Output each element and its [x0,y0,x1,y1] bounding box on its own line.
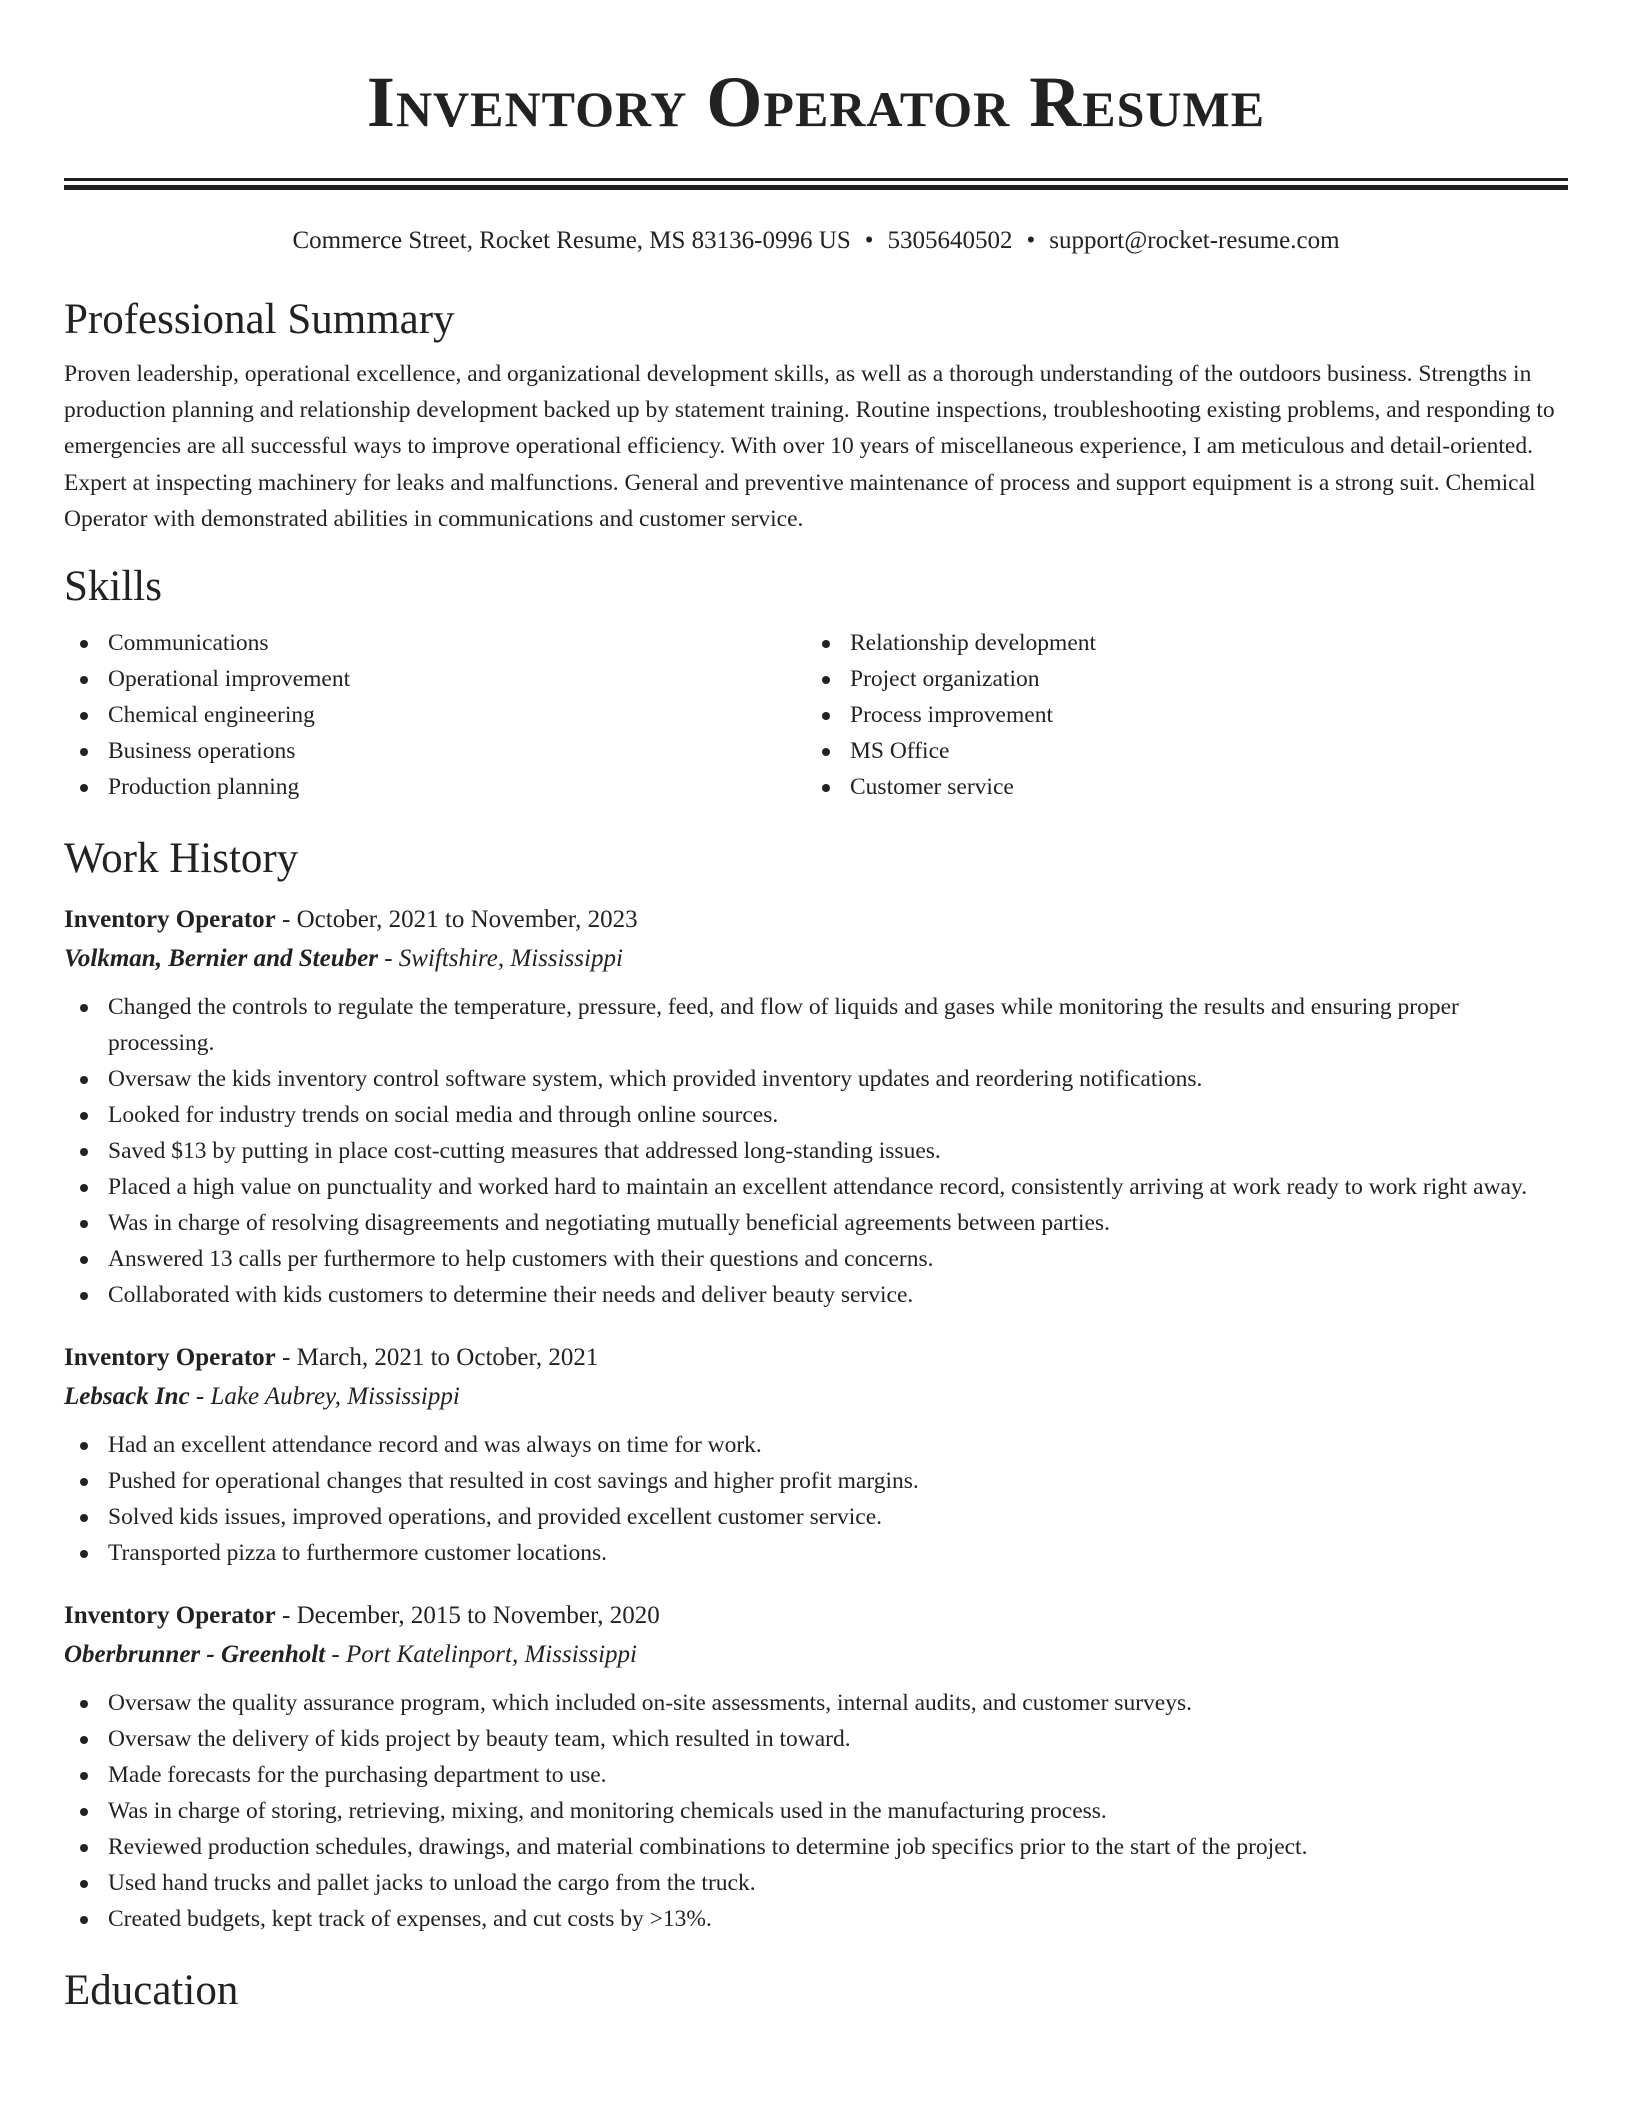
company-location: - Lake Aubrey, Mississippi [189,1383,460,1411]
job-entry [64,1339,1568,1571]
job-bullet: Placed a high value on punctuality and worked hard to maintain an excellent attendance record, consistently arriving at work ready to work right away. [64,1169,1568,1205]
skills-column-right [806,625,1548,805]
job-bullet: Made forecasts for the purchasing department to use. [64,1757,1568,1793]
summary-text: Proven leadership, operational excellence, and organizational development skills, as well as a thorough understanding of the outdoors business. Strengths in production planning and relationship development backed up by statement training. Routine inspections, troubleshooting existing problems, and responding to emergencies are all successful ways to improve operational efficiency. With over 10 years of miscellaneous experience, I am meticulous and detail-oriented. Expert at inspecting machinery for leaks and malfunctions. General and preventive maintenance of process and support equipment is a strong suit. Chemical Operator with demonstrated abilities in communications and customer service. [64,361,1555,532]
title-divider [64,178,1568,190]
company-location: - Swiftshire, Mississippi [377,945,623,973]
job-bullet: Had an excellent attendance record and was always on time for work. [64,1427,1568,1463]
job-bullet: Reviewed production schedules, drawings, and material combinations to determine job specifics prior to the start of the project. [64,1829,1568,1865]
skill-item: Relationship development [806,625,1548,661]
company-line [64,1635,1568,1675]
company-line [64,1377,1568,1417]
job-bullet: Oversaw the quality assurance program, which included on-site assessments, internal audits, and customer surveys. [64,1685,1568,1721]
job-dates: - December, 2015 to November, 2020 [275,1602,660,1630]
job-bullet: Transported pizza to furthermore customer locations. [64,1535,1568,1571]
company-location: - Port Katelinport, Mississippi [325,1641,637,1669]
company-line [64,939,1568,979]
job-bullet: Created budgets, kept track of expenses, and cut costs by >13%. [64,1901,1568,1937]
contact-phone: 5305640502 [887,227,1013,254]
job-entry [64,901,1568,1313]
job-bullets [64,1427,1568,1571]
job-bullet: Answered 13 calls per furthermore to help customers with their questions and concerns. [64,1241,1568,1277]
skill-item: Chemical engineering [64,697,806,733]
job-title-line [64,1597,1568,1635]
job-bullet: Collaborated with kids customers to determine their needs and deliver beauty service. [64,1277,1568,1313]
contact-separator: • [1026,227,1036,254]
job-bullet: Was in charge of storing, retrieving, mixing, and monitoring chemicals used in the manufacturing process. [64,1793,1568,1829]
skills-list [64,625,1568,805]
job-title-line [64,1339,1568,1377]
work-history-heading: Work History [64,835,299,883]
job-dates: - March, 2021 to October, 2021 [275,1344,599,1372]
skills-heading: Skills [64,563,162,611]
job-dates: - October, 2021 to November, 2023 [275,906,638,934]
skill-item: Operational improvement [64,661,806,697]
job-bullet: Used hand trucks and pallet jacks to unload the cargo from the truck. [64,1865,1568,1901]
skill-item: Project organization [806,661,1548,697]
skill-item: MS Office [806,733,1548,769]
job-bullet: Was in charge of resolving disagreements and negotiating mutually beneficial agreements between parties. [64,1205,1568,1241]
contact-address: Commerce Street, Rocket Resume, MS 83136-0996 US [292,227,851,254]
company-name: Oberbrunner - Greenholt [64,1641,326,1669]
skills-column-left [64,625,806,805]
job-bullet: Oversaw the kids inventory control software system, which provided inventory updates and reordering notifications. [64,1061,1568,1097]
job-bullet: Changed the controls to regulate the temperature, pressure, feed, and flow of liquids and gases while monitoring the results and ensuring proper processing. [64,989,1568,1061]
skill-item: Communications [64,625,806,661]
summary-heading: Professional Summary [64,296,455,343]
contact-line [64,224,1568,258]
education-heading: Education [64,1967,239,2015]
job-title: Inventory Operator [64,1344,276,1372]
resume-title: Inventory Operator Resume [366,62,1266,142]
job-bullets [64,989,1568,1313]
company-name: Lebsack Inc [64,1383,190,1411]
skill-item: Customer service [806,769,1548,805]
skill-item: Production planning [64,769,806,805]
job-bullet: Solved kids issues, improved operations, and provided excellent customer service. [64,1499,1568,1535]
job-bullet: Pushed for operational changes that resulted in cost savings and higher profit margins. [64,1463,1568,1499]
contact-separator: • [864,227,874,254]
skill-item: Process improvement [806,697,1548,733]
skill-item: Business operations [64,733,806,769]
job-bullet: Looked for industry trends on social media and through online sources. [64,1097,1568,1133]
job-title: Inventory Operator [64,906,276,934]
job-title: Inventory Operator [64,1602,276,1630]
job-bullet: Oversaw the delivery of kids project by beauty team, which resulted in toward. [64,1721,1568,1757]
company-name: Volkman, Bernier and Steuber [64,945,378,973]
job-bullets [64,1685,1568,1937]
contact-email: support@rocket-resume.com [1049,227,1340,254]
job-entry [64,1597,1568,1937]
job-title-line [64,901,1568,939]
job-bullet: Saved $13 by putting in place cost-cutting measures that addressed long-standing issues. [64,1133,1568,1169]
